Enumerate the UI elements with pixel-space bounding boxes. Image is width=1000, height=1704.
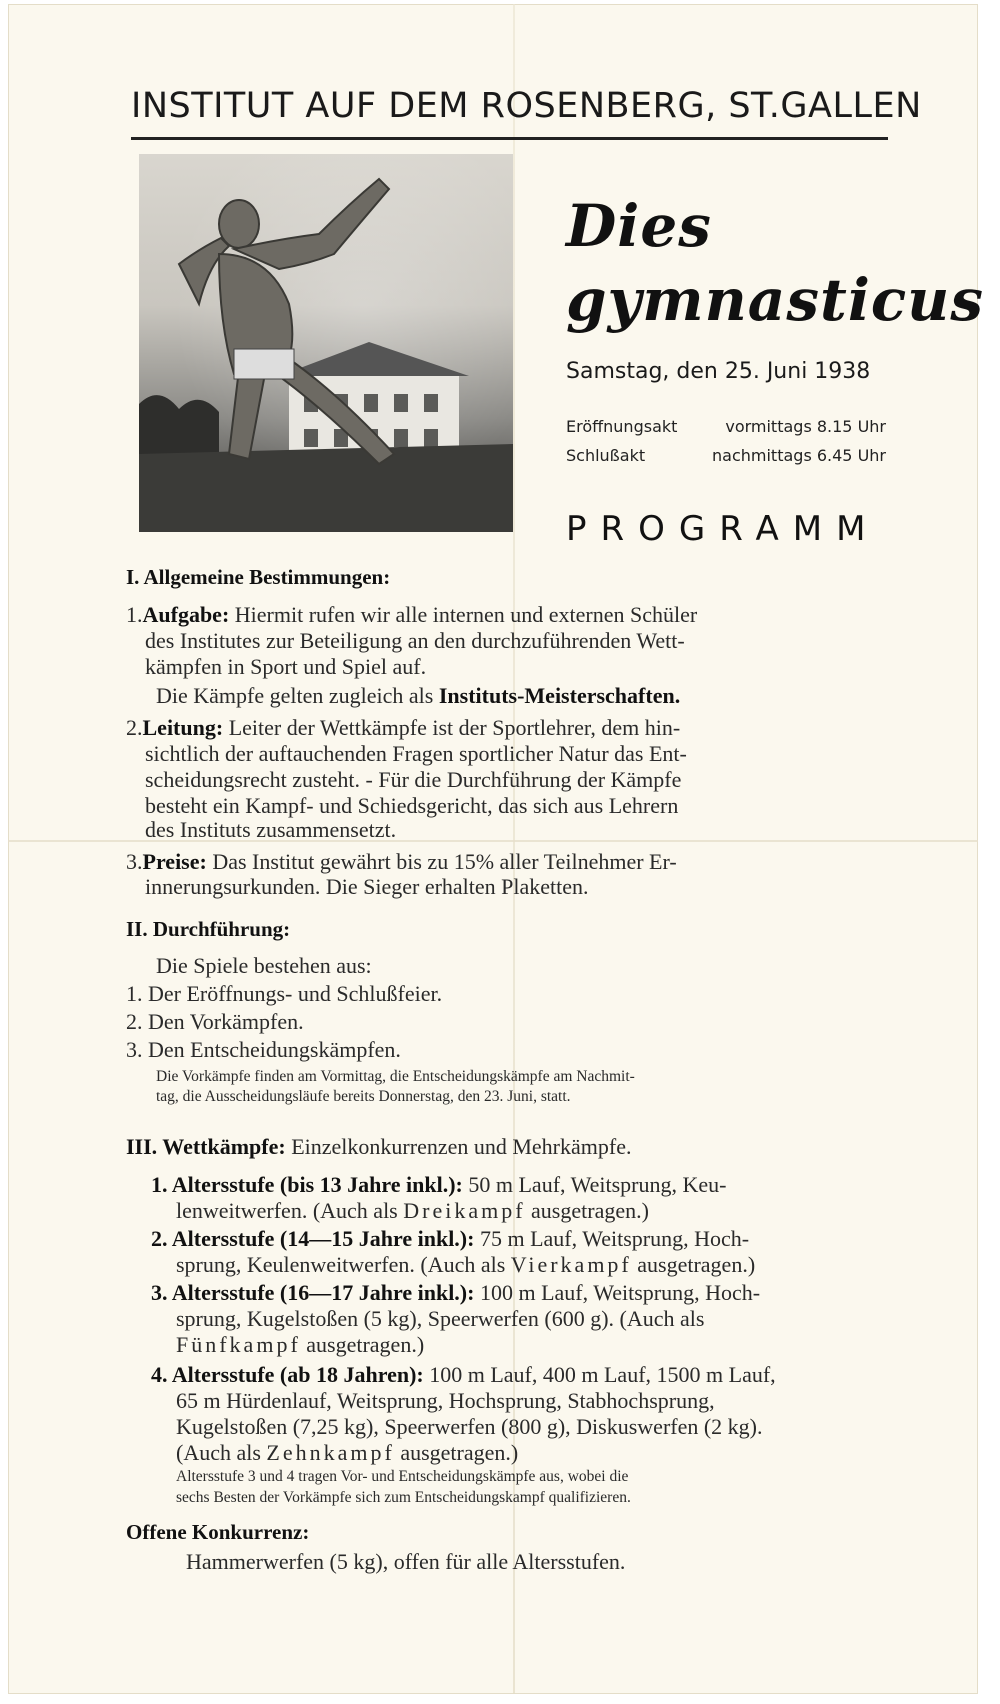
event-title-line1: Dies [566, 192, 712, 260]
item1-line4 [156, 683, 680, 709]
item1-line4-bold: Instituts-Meisterschaften. [438, 683, 681, 708]
section2-note-line2: tag, die Ausscheidungsläufe bereits Donnerstag, den 23. Juni, statt. [156, 1088, 571, 1105]
item2-line2: sichtlich der auftauchenden Fragen sportlicher Natur das Ent- [145, 741, 687, 766]
section3-note-line2: sechs Besten der Vorkämpfe sich zum Entscheidungskampf qualifizieren. [176, 1489, 631, 1506]
age2-line2 [176, 1252, 755, 1278]
event-date: Samstag, den 25. Juni 1938 [566, 359, 871, 384]
item2-line3: scheidungsrecht zusteht. - Für die Durchführung der Kämpfe [145, 767, 682, 792]
age3-line3 [176, 1332, 424, 1358]
item3-line2: innerungsurkunden. Die Sieger erhalten Plaketten. [145, 874, 589, 899]
age1-line1 [151, 1172, 726, 1198]
age2-line1 [151, 1226, 749, 1252]
item1-line2: des Institutes zur Beteiligung an den durchzuführenden Wett- [145, 628, 685, 653]
section2-list-item-2: 2. Den Vorkämpfen. [126, 1009, 304, 1034]
closing-label: Schlußakt [566, 446, 646, 465]
age4-line3: Kugelstoßen (7,25 kg), Speerwerfen (800 g), Diskuswerfen (2 kg). [176, 1414, 763, 1439]
age3-text1: 100 m Lauf, Weitsprung, Hoch- [479, 1280, 761, 1305]
program-sheet [8, 4, 984, 1694]
item2-number: 2. [126, 715, 143, 740]
item2-line5: des Instituts zusammensetzt. [145, 817, 397, 842]
event-title-line2: gymnasticus [566, 266, 984, 334]
opening-label: Eröffnungsakt [566, 417, 678, 436]
age1-text1: 50 m Lauf, Weitsprung, Keu- [468, 1172, 727, 1197]
athlete-photo [139, 154, 513, 532]
section2-heading: II. Durchführung: [126, 917, 291, 941]
age1-text2b: Dreikampf [403, 1198, 526, 1223]
age4-text4c: ausgetragen.) [400, 1440, 519, 1465]
section3-heading-rest: Einzelkonkurrenzen und Mehrkämpfe. [291, 1134, 632, 1159]
header-rule [131, 137, 888, 140]
age4-text4b: Zehnkampf [266, 1440, 395, 1465]
section2-intro: Die Spiele bestehen aus: [156, 953, 372, 978]
age1-label: 1. Altersstufe (bis 13 Jahre inkl.): [151, 1172, 463, 1197]
institute-header: INSTITUT AUF DEM ROSENBERG, ST.GALLEN [131, 86, 922, 126]
age2-text2b: Vierkampf [510, 1252, 632, 1277]
age3-label: 3. Altersstufe (16—17 Jahre inkl.): [151, 1280, 475, 1305]
opening-time: vormittags 8.15 Uhr [725, 417, 886, 436]
age3-text3a: Fünfkampf [176, 1332, 301, 1357]
age2-text1: 75 m Lauf, Weitsprung, Hoch- [479, 1226, 750, 1251]
item1-label: Aufgabe: [142, 602, 230, 627]
section3-heading-bold: III. Wettkämpfe: [126, 1134, 286, 1159]
item1-number: 1. [126, 602, 143, 627]
section3-note-line1: Altersstufe 3 und 4 tragen Vor- und Entscheidungskämpfe aus, wobei die [176, 1468, 629, 1485]
age2-text2c: ausgetragen.) [637, 1252, 756, 1277]
item3-line1: Das Institut gewährt bis zu 15% aller Teilnehmer Er- [212, 849, 677, 874]
age2-text2a: sprung, Keulenweitwerfen. (Auch als [176, 1252, 506, 1277]
age4-label: 4. Altersstufe (ab 18 Jahren): [151, 1362, 424, 1387]
item1-line1: Hiermit rufen wir alle internen und externen Schüler [234, 602, 698, 627]
section2-list-item-1: 1. Der Eröffnungs- und Schlußfeier. [126, 981, 443, 1006]
age4-text1: 100 m Lauf, 400 m Lauf, 1500 m Lauf, [429, 1362, 776, 1387]
section1-item3 [126, 849, 677, 875]
open-heading: Offene Konkurrenz: [126, 1520, 310, 1544]
shot-put-athlete-illustration [139, 154, 513, 532]
programm-heading: PROGRAMM [566, 509, 880, 549]
age3-line2: sprung, Kugelstoßen (5 kg), Speerwerfen (600 g). (Auch als [176, 1306, 705, 1331]
age2-label: 2. Altersstufe (14—15 Jahre inkl.): [151, 1226, 475, 1251]
age3-line1 [151, 1280, 760, 1306]
age1-text2a: lenweitwerfen. (Auch als [176, 1198, 398, 1223]
age4-line4 [176, 1440, 518, 1466]
item2-label: Leitung: [142, 715, 224, 740]
closing-time: nachmittags 6.45 Uhr [712, 446, 886, 465]
open-line: Hammerwerfen (5 kg), offen für alle Altersstufen. [186, 1549, 626, 1574]
section1-item1 [126, 602, 697, 628]
section2-note-line1: Die Vorkämpfe finden am Vormittag, die Entscheidungskämpfe am Nachmit- [156, 1068, 635, 1085]
item1-line3: kämpfen in Sport und Spiel auf. [145, 654, 427, 679]
item3-number: 3. [126, 849, 143, 874]
age4-line1 [151, 1362, 776, 1388]
age1-line2 [176, 1198, 649, 1224]
age4-text4a: (Auch als [176, 1440, 261, 1465]
section1-heading: I. Allgemeine Bestimmungen: [126, 565, 391, 589]
item1-line4-text: Die Kämpfe gelten zugleich als [156, 683, 434, 708]
section2-list-item-3: 3. Den Entscheidungskämpfen. [126, 1037, 401, 1062]
age3-text3b: ausgetragen.) [306, 1332, 425, 1357]
age1-text2c: ausgetragen.) [531, 1198, 649, 1223]
item2-line1: Leiter der Wettkämpfe ist der Sportlehrer, dem hin- [228, 715, 681, 740]
section3-heading [126, 1134, 631, 1160]
item2-line4: besteht ein Kampf- und Schiedsgericht, das sich aus Lehrern [145, 793, 679, 818]
section1-item2 [126, 715, 680, 741]
item3-label: Preise: [142, 849, 207, 874]
age4-line2: 65 m Hürdenlauf, Weitsprung, Hochsprung, Stabhochsprung, [176, 1388, 715, 1413]
